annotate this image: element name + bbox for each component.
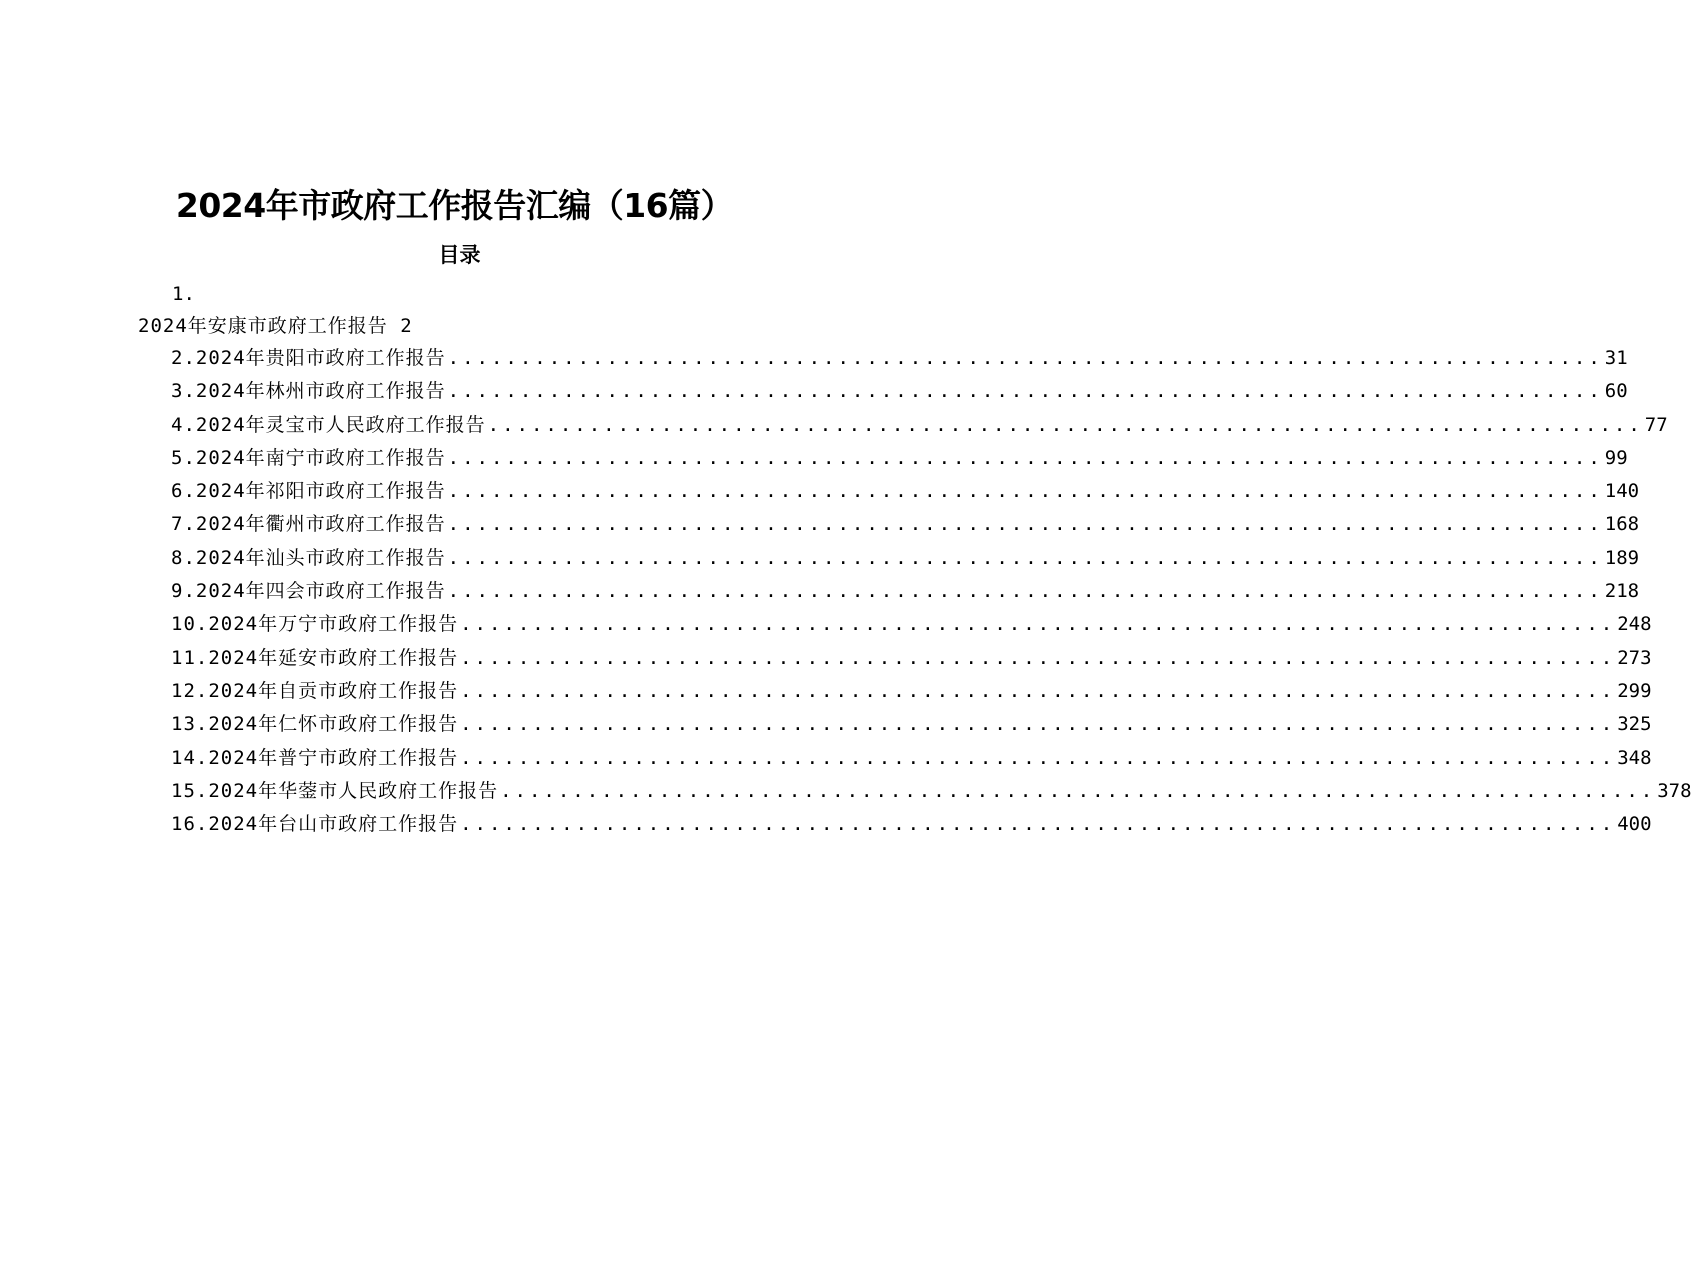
toc-entry-title: 11.2024年延安市政府工作报告 xyxy=(171,646,459,669)
toc-entry-title: 13.2024年仁怀市政府工作报告 xyxy=(171,713,459,736)
toc-dot-leader: ................................................................................ xyxy=(447,347,1603,369)
toc-entry-page: 400 xyxy=(1617,813,1652,836)
toc-dot-leader: ................................................................................ xyxy=(460,679,1616,702)
toc-entry-page: 248 xyxy=(1617,613,1652,636)
toc-entry[interactable] xyxy=(171,677,1652,710)
toc-entry-1-link[interactable] xyxy=(138,312,413,340)
toc-entry-page: 140 xyxy=(1604,480,1640,503)
toc-entry-page: 325 xyxy=(1617,713,1652,736)
toc-entry-page: 348 xyxy=(1617,746,1652,769)
toc-entry-page: 31 xyxy=(1604,347,1628,369)
toc-entry[interactable] xyxy=(171,377,1628,410)
toc-entry[interactable] xyxy=(171,644,1652,677)
toc-entry-page: 189 xyxy=(1604,546,1640,569)
toc-entry[interactable] xyxy=(171,477,1640,510)
toc-entry[interactable] xyxy=(171,544,1640,577)
toc-entry-1-number[interactable]: 1. xyxy=(172,283,195,305)
toc-entry-page: 60 xyxy=(1604,380,1628,403)
toc-entry-title: 14.2024年普宁市政府工作报告 xyxy=(171,746,459,769)
toc-entry-title: 15.2024年华蓥市人民政府工作报告 xyxy=(171,779,499,802)
toc-entry[interactable] xyxy=(171,810,1652,843)
toc-entry-title: 3.2024年林州市政府工作报告 xyxy=(171,380,446,403)
toc-entry-title: 10.2024年万宁市政府工作报告 xyxy=(171,613,459,636)
toc-entry-title: 4.2024年灵宝市人民政府工作报告 xyxy=(171,413,486,436)
toc-dot-leader: ................................................................................ xyxy=(460,646,1616,669)
toc-entry[interactable] xyxy=(171,411,1668,444)
toc-dot-leader: ................................................................................ xyxy=(487,413,1643,436)
toc-entry-title: 9.2024年四会市政府工作报告 xyxy=(171,580,446,603)
toc-dot-leader: ................................................................................ xyxy=(447,380,1603,403)
toc-entry[interactable] xyxy=(171,344,1628,377)
page-title: 2024年市政府工作报告汇编（16篇） xyxy=(175,186,734,226)
toc-entry-page: 99 xyxy=(1604,446,1628,469)
toc-entry-title: 12.2024年自贡市政府工作报告 xyxy=(171,679,459,702)
toc-dot-leader: ................................................................................ xyxy=(447,580,1603,603)
toc-dot-leader: ................................................................................ xyxy=(460,613,1616,636)
toc-entry[interactable] xyxy=(171,510,1640,543)
toc-dot-leader: ................................................................................ xyxy=(447,513,1603,536)
toc-entry-title: 6.2024年祁阳市政府工作报告 xyxy=(171,480,446,503)
toc-list xyxy=(171,344,1692,843)
toc-entry-page: 168 xyxy=(1604,513,1640,536)
toc-dot-leader: ................................................................................ xyxy=(460,813,1616,836)
toc-entry-title: 8.2024年汕头市政府工作报告 xyxy=(171,546,446,569)
toc-entry[interactable] xyxy=(171,610,1652,643)
toc-entry[interactable] xyxy=(171,744,1652,777)
toc-entry-page: 77 xyxy=(1644,413,1668,436)
toc-dot-leader: ................................................................................ xyxy=(500,779,1656,802)
toc-entry-page: 299 xyxy=(1617,679,1652,702)
toc-entry-title: 16.2024年台山市政府工作报告 xyxy=(171,813,459,836)
toc-entry-title: 7.2024年衢州市政府工作报告 xyxy=(171,513,446,536)
toc-entry-title: 5.2024年南宁市政府工作报告 xyxy=(171,446,446,469)
toc-entry[interactable] xyxy=(171,577,1640,610)
toc-entry[interactable] xyxy=(171,710,1652,743)
toc-dot-leader: ................................................................................ xyxy=(447,480,1603,503)
toc-heading: 目录 xyxy=(438,242,481,267)
toc-entry-page: 273 xyxy=(1617,646,1652,669)
toc-dot-leader: ................................................................................ xyxy=(447,446,1603,469)
toc-entry[interactable] xyxy=(171,777,1692,810)
toc-entry-page: 218 xyxy=(1604,580,1640,603)
toc-dot-leader: ................................................................................ xyxy=(460,713,1616,736)
toc-dot-leader: ................................................................................ xyxy=(460,746,1616,769)
toc-entry-title: 2.2024年贵阳市政府工作报告 xyxy=(171,347,446,369)
toc-entry[interactable] xyxy=(171,444,1628,477)
toc-entry-1-title: 2024年安康市政府工作报告 xyxy=(138,315,388,337)
toc-dot-leader: ................................................................................ xyxy=(447,546,1603,569)
toc-entry-page: 378 xyxy=(1657,779,1692,802)
toc-entry-1-page: 2 xyxy=(400,315,413,337)
